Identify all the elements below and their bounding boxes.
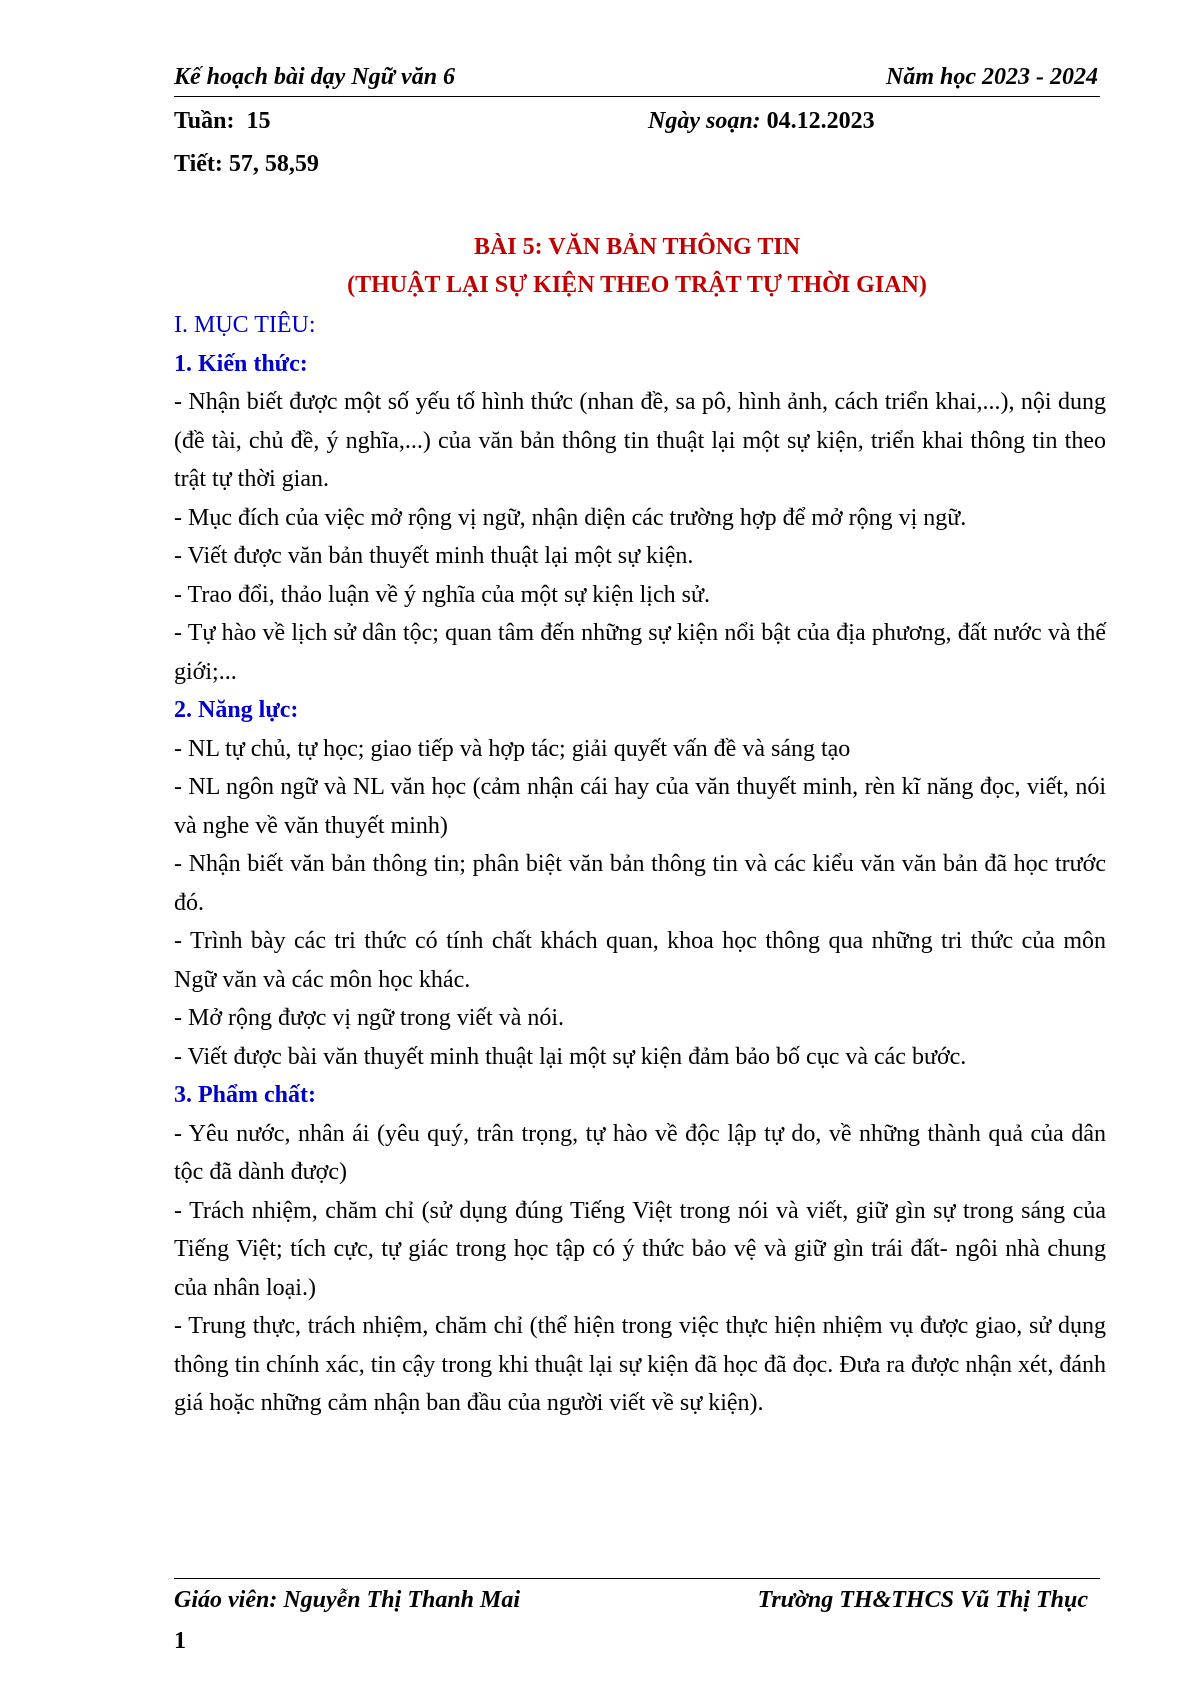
knowledge-item: - Mục đích của việc mở rộng vị ngữ, nhận diện các trường hợp để mở rộng vị ngữ. <box>174 504 967 531</box>
week-line <box>174 108 271 135</box>
prepared-date-line <box>648 108 875 135</box>
knowledge-item: - Tự hào về lịch sử dân tộc; quan tâm đến những sự kiện nổi bật của địa phương, đất nước và thế giới;... <box>174 620 1106 685</box>
lesson-title-line1: BÀI 5: VĂN BẢN THÔNG TIN <box>473 234 801 260</box>
knowledge-item: - Trao đổi, thảo luận về ý nghĩa của một sự kiện lịch sử. <box>174 581 710 608</box>
prepared-date-label: Ngày soạn: <box>648 108 761 134</box>
header-lesson-plan: Kế hoạch bài dạy Ngữ văn 6 <box>174 64 456 90</box>
period-line <box>174 151 319 178</box>
week-value: 15 <box>246 108 271 134</box>
knowledge-item: - Nhận biết được một số yếu tố hình thức (nhan đề, sa pô, hình ảnh, cách triển khai,...), nội dung (đề tài, chủ đề, ý nghĩa,...) của văn bản thông tin thuật lại một sự kiện, triển khai thông tin theo trật tự thời gian. <box>174 389 1106 492</box>
heading-quality: 3. Phẩm chất: <box>174 1082 316 1108</box>
competence-item: - Viết được bài văn thuyết minh thuật lại một sự kiện đảm bảo bố cục và các bước. <box>174 1043 967 1070</box>
heading-knowledge: 1. Kiến thức: <box>174 350 308 377</box>
document-body <box>174 306 1106 1423</box>
period-value: 57, 58,59 <box>228 151 319 177</box>
quality-item: - Trung thực, trách nhiệm, chăm chỉ (thể hiện trong việc thực hiện nhiệm vụ được giao, sử dụng thông tin chính xác, tin cậy trong khi thuật lại sự kiện đã học đã đọc. Đưa ra được nhận xét, đánh giá hoặc những cảm nhận ban đầu của người viết về sự kiện). <box>174 1313 1106 1416</box>
competence-item: - Nhận biết văn bản thông tin; phân biệt văn bản thông tin và các kiểu văn văn bản đã học trước đó. <box>174 851 1106 916</box>
period-label: Tiết: <box>174 151 223 177</box>
knowledge-item: - Viết được văn bản thuyết minh thuật lại một sự kiện. <box>174 543 694 569</box>
footer-school: Trường TH&THCS Vũ Thị Thục <box>757 1587 1088 1613</box>
lesson-title-line2: (THUẬT LẠI SỰ KIỆN THEO TRẬT TỰ THỜI GIAN) <box>347 272 927 298</box>
heading-competence: 2. Năng lực: <box>174 697 299 723</box>
competence-item: - NL tự chủ, tự học; giao tiếp và hợp tác; giải quyết vấn đề và sáng tạo <box>174 735 851 762</box>
prepared-date-value: 04.12.2023 <box>766 108 875 134</box>
page-number: 1 <box>174 1628 186 1654</box>
page-header <box>174 62 1100 97</box>
competence-item: - Trình bày các tri thức có tính chất khách quan, khoa học thông qua những tri thức của môn Ngữ văn và các môn học khác. <box>174 928 1106 993</box>
page-footer <box>174 1578 1100 1623</box>
week-label: Tuần: <box>174 108 235 134</box>
quality-item: - Trách nhiệm, chăm chỉ (sử dụng đúng Tiếng Việt trong nói và viết, giữ gìn sự trong sáng của Tiếng Việt; tích cực, tự giác trong học tập có ý thức bảo vệ và giữ gìn trái đất- ngôi nhà chung của nhân loại.) <box>174 1197 1106 1301</box>
competence-item: - Mở rộng được vị ngữ trong viết và nói. <box>174 1005 565 1031</box>
section-heading-objectives: I. MỤC TIÊU: <box>174 312 316 338</box>
header-school-year: Năm học 2023 - 2024 <box>886 64 1098 90</box>
footer-teacher: Giáo viên: Nguyễn Thị Thanh Mai <box>174 1587 521 1613</box>
lesson-title <box>174 228 1100 304</box>
quality-item: - Yêu nước, nhân ái (yêu quý, trân trọng, tự hào về độc lập tự do, về những thành quả của dân tộc đã dành được) <box>174 1120 1106 1185</box>
competence-item: - NL ngôn ngữ và NL văn học (cảm nhận cái hay của văn thuyết minh, rèn kĩ năng đọc, viết, nói và nghe về văn thuyết minh) <box>174 774 1106 839</box>
